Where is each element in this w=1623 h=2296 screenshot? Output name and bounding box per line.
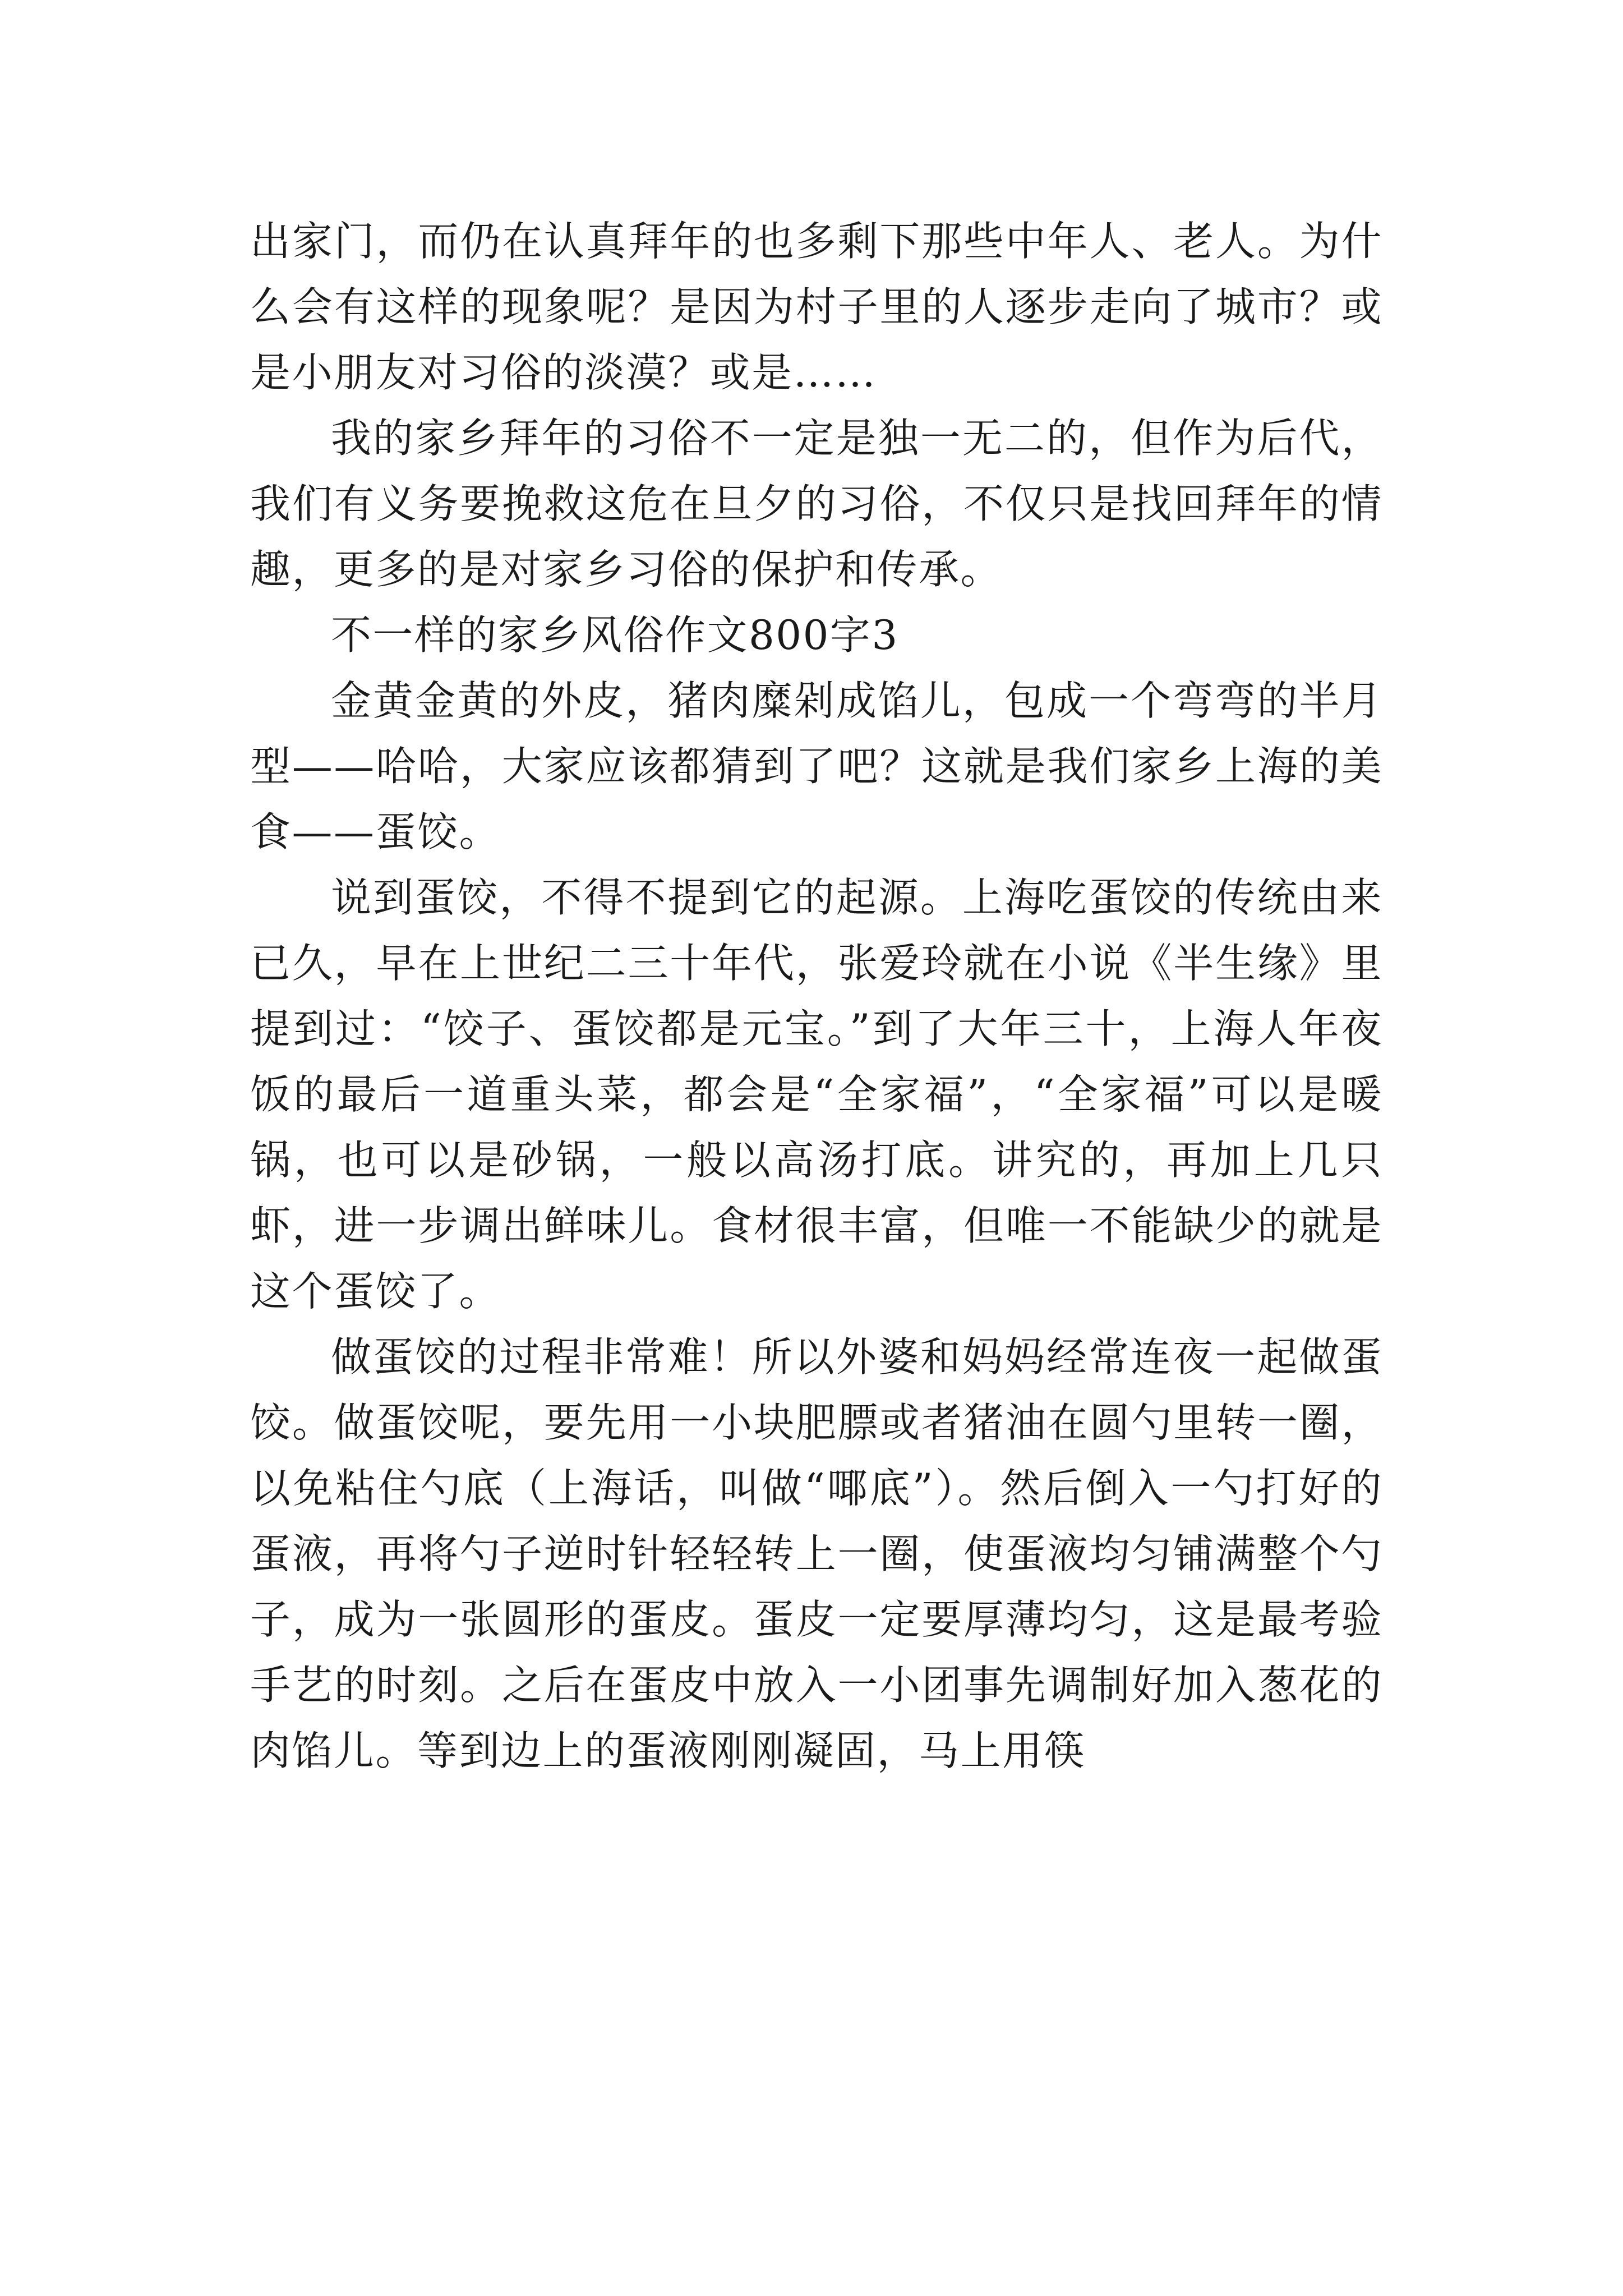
paragraph: 金黄金黄的外皮，猪肉糜剁成馅儿，包成一个弯弯的半月型——哈哈，大家应该都猜到了吧？这就是我们家乡上海的美食——蛋饺。 (250, 677, 1383, 855)
paragraph: 说到蛋饺，不得不提到它的起源。上海吃蛋饺的传统由来已久，早在上世纪二三十年代，张爱玲就在小说《半生缘》里提到过：“饺子、蛋饺都是元宝。”到了大年三十，上海人年夜饭的最后一道重头菜，都会是“全家福”，“全家福”可以是暖锅，也可以是砂锅，一般以高汤打底。讲究的，再加上几只虾，进一步调出鲜味儿。食材很丰富，但唯一不能缺少的就是这个蛋饺了。 (250, 874, 1383, 1315)
paragraph: 做蛋饺的过程非常难！所以外婆和妈妈经常连夜一起做蛋饺。做蛋饺呢，要先用一小块肥膘或者猪油在圆勺里转一圈，以免粘住勺底（上海话，叫做“㖿底”）。然后倒入一勺打好的蛋液，再将勺子逆时针轻轻转上一圈，使蛋液均匀铺满整个勺子，成为一张圆形的蛋皮。蛋皮一定要厚薄均匀，这是最考验手艺的时刻。之后在蛋皮中放入一小团事先调制好加入葱花的肉馅儿。等到边上的蛋液刚刚凝固，马上用筷 (250, 1333, 1383, 1774)
paragraph: 我的家乡拜年的习俗不一定是独一无二的，但作为后代，我们有义务要挽救这危在旦夕的习俗，不仅只是找回拜年的情趣，更多的是对家乡习俗的保护和传承。 (250, 415, 1383, 593)
paragraph-continued: 出家门，而仍在认真拜年的也多剩下那些中年人、老人。为什么会有这样的现象呢？是因为村子里的人逐步走向了城市？或是小朋友对习俗的淡漠？或是…… (250, 218, 1383, 396)
document-body (250, 209, 1383, 1784)
section-heading: 不一样的家乡风俗作文800字3 (331, 611, 899, 659)
